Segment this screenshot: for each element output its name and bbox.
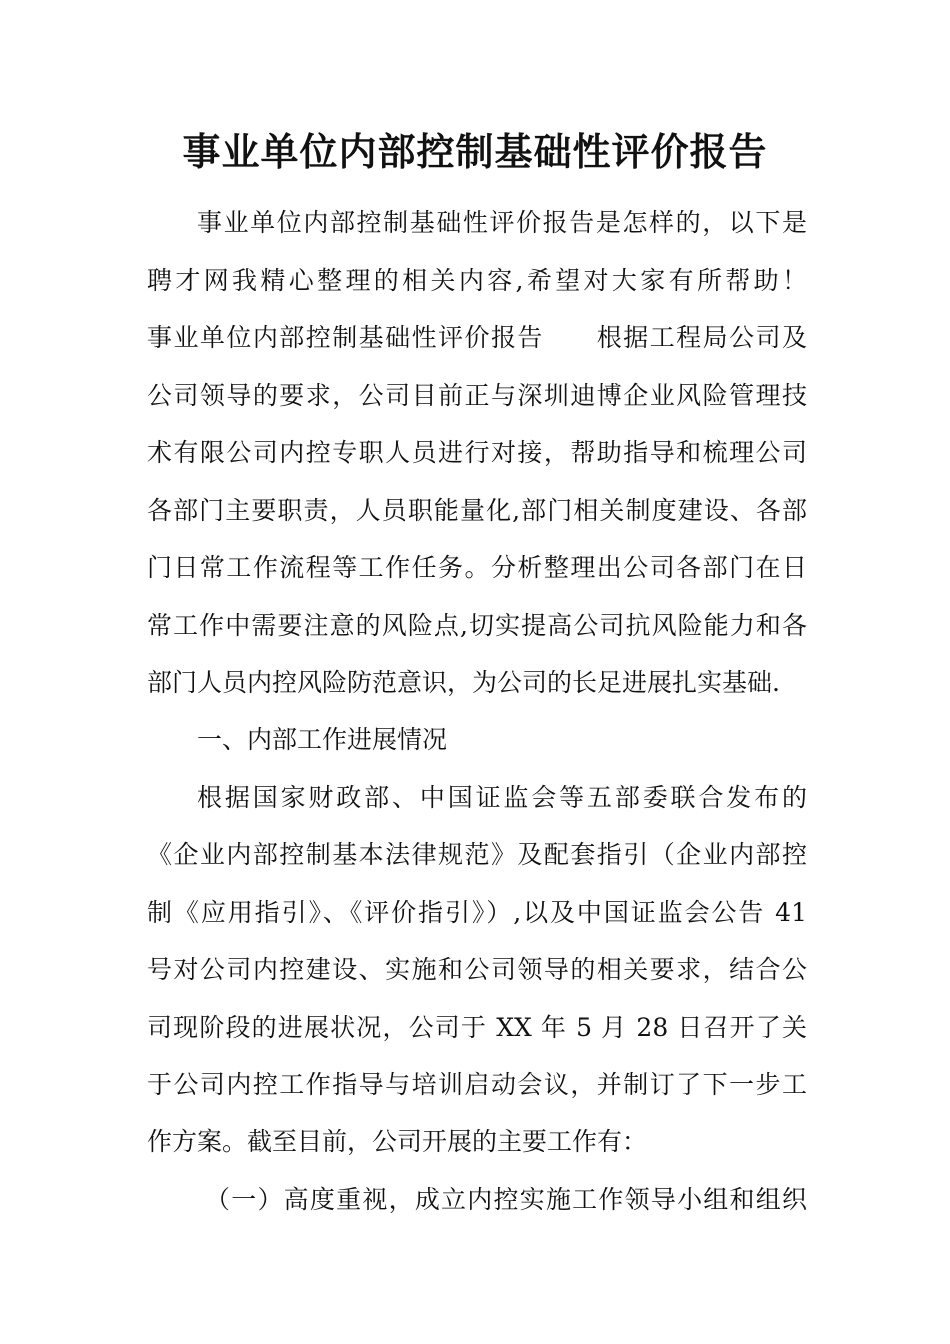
paragraph-line: 司现阶段的进展状况，公司于 XX 年 5 月 28 日召开了关: [147, 1013, 807, 1042]
paragraph-line: 门日常工作流程等工作任务。分析整理出公司各部门在日: [147, 553, 807, 582]
paragraph-line: 事业单位内部控制基础性评价报告是怎样的，以下是: [197, 208, 807, 237]
paragraph-line: 聘才网我精心整理的相关内容,希望对大家有所帮助！: [147, 266, 807, 295]
paragraph-line: 公司领导的要求，公司目前正与深圳迪博企业风险管理技: [147, 381, 807, 410]
document-title: 事业单位内部控制基础性评价报告: [182, 129, 768, 174]
paragraph-line: 术有限公司内控专职人员进行对接，帮助指导和梳理公司: [147, 438, 807, 467]
paragraph-line: 常工作中需要注意的风险点,切实提高公司抗风险能力和各: [147, 611, 807, 640]
section-heading: 一、内部工作进展情况: [197, 725, 448, 754]
paragraph-line: 制《应用指引》、《评价指引》）,以及中国证监会公告 41: [147, 898, 807, 927]
paragraph-line: 部门人员内控风险防范意识，为公司的长足进展扎实基础.: [147, 668, 780, 697]
paragraph-line: 于公司内控工作指导与培训启动会议，并制订了下一步工: [147, 1070, 807, 1099]
paragraph-line: 作方案。截至目前，公司开展的主要工作有：: [147, 1127, 648, 1156]
paragraph-line: 号对公司内控建设、实施和公司领导的相关要求，结合公: [147, 955, 807, 984]
paragraph-line: 事业单位内部控制基础性评价报告 根据工程局公司及: [147, 323, 807, 352]
subsection-heading: （一）高度重视，成立内控实施工作领导小组和组织: [205, 1185, 807, 1214]
paragraph-line: 《企业内部控制基本法律规范》及配套指引（企业内部控: [147, 840, 807, 869]
paragraph-line: 根据国家财政部、中国证监会等五部委联合发布的: [197, 783, 807, 812]
paragraph-line: 各部门主要职责，人员职能量化,部门相关制度建设、各部: [147, 496, 807, 525]
